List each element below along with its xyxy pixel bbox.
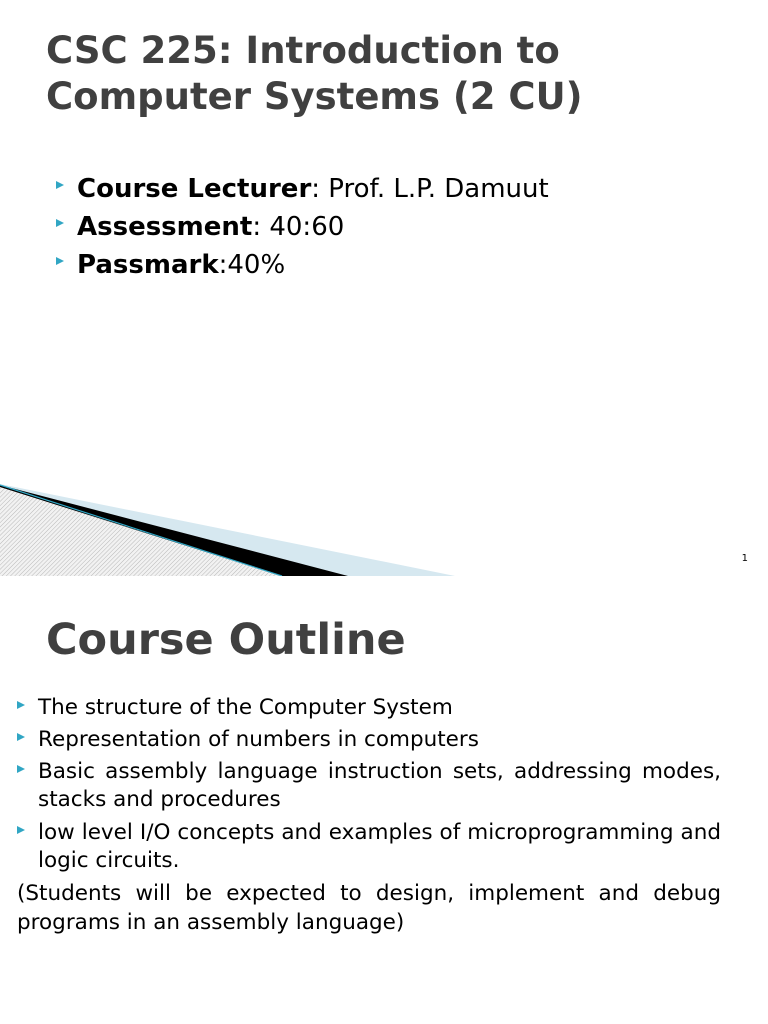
list-item-text: Representation of numbers in computers — [38, 727, 479, 752]
triangle-bullet-icon — [56, 181, 64, 189]
slide-title: Course Outline — [46, 615, 406, 665]
list-item — [17, 694, 721, 722]
list-item — [17, 726, 721, 754]
slide-number: 1 — [741, 553, 748, 564]
triangle-bullet-icon — [17, 701, 25, 709]
slide-title: CSC 225: Introduction to Computer Systems (2 CU) — [46, 29, 583, 118]
list-item-text: Basic assembly language instruction sets, addressing modes, stacks and procedures — [38, 759, 721, 812]
list-item — [56, 209, 736, 247]
triangle-bullet-icon — [56, 219, 64, 227]
list-item — [56, 247, 736, 285]
list-item-text: low level I/O concepts and examples of microprogramming and logic circuits. — [38, 820, 721, 873]
slide-decoration — [0, 480, 460, 576]
list-item-text: The structure of the Computer System — [38, 695, 453, 720]
passmark-value: :40% — [218, 250, 286, 280]
lecturer-value: : Prof. L.P. Damuut — [311, 174, 549, 204]
course-info-list — [56, 171, 736, 285]
slide-2 — [0, 576, 768, 1024]
list-item — [56, 171, 736, 209]
assessment-label: Assessment — [77, 212, 253, 242]
triangle-bullet-icon — [17, 826, 25, 834]
list-item — [17, 758, 721, 814]
course-outline-list — [17, 694, 721, 880]
passmark-label: Passmark — [77, 250, 219, 280]
list-item — [17, 819, 721, 875]
triangle-bullet-icon — [17, 765, 25, 773]
lecturer-label: Course Lecturer — [77, 174, 312, 204]
triangle-bullet-icon — [56, 257, 64, 265]
course-note: (Students will be expected to design, implement and debug programs in an assembly language) — [17, 881, 721, 935]
assessment-value: : 40:60 — [252, 212, 345, 242]
triangle-bullet-icon — [17, 733, 25, 741]
